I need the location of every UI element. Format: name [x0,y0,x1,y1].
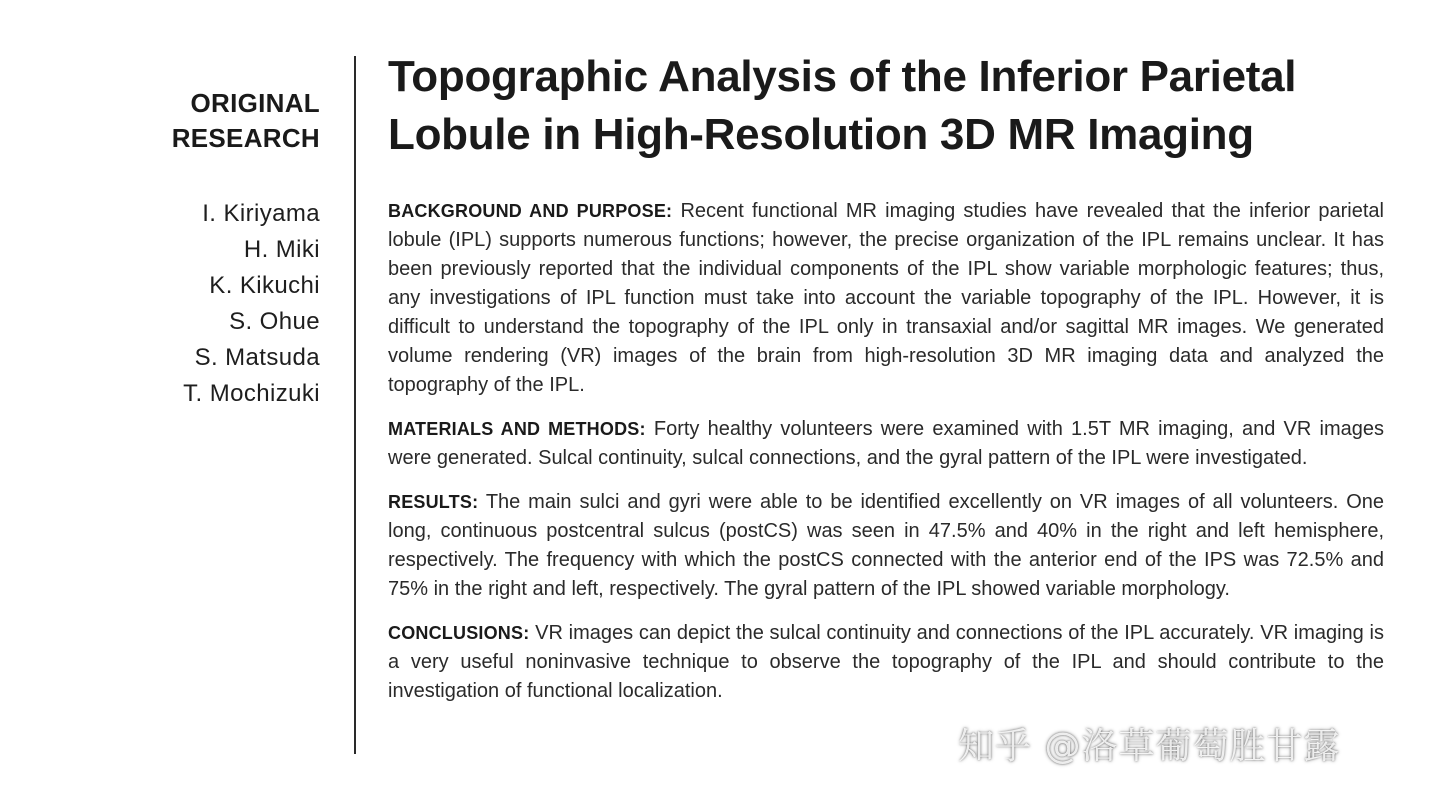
author-name: S. Ohue [229,308,320,335]
author-name: H. Miki [243,236,320,263]
section-heading: RESULTS: [388,492,479,512]
article-title [388,48,1384,164]
title-line: Topographic Analysis of the Inferior Parietal [388,52,1297,101]
watermark: 知乎 @洛草葡萄胜甘露 [958,726,1341,767]
author-list [0,196,320,412]
left-column [0,86,320,412]
section-heading: MATERIALS AND METHODS: [388,419,646,439]
section-heading: CONCLUSIONS: [388,623,530,643]
abstract-results [388,488,1384,604]
section-text: Forty healthy volunteers were examined with 1.5T MR imaging, and VR images were generated. Sulcal continuity, sulcal connections, and the gyral pattern of the IPL were investigated. [388,418,1384,469]
author-name: I. Kiriyama [202,200,320,227]
author-name: S. Matsuda [194,344,320,371]
abstract-background [388,197,1384,400]
category-line: ORIGINAL [190,88,320,118]
article-category [0,86,320,156]
abstract-conclusions [388,619,1384,706]
section-text: The main sulci and gyri were able to be identified excellently on VR images of all volunteers. One long, continuous postcentral sulcus (postCS) was seen in 47.5% and 40% in the right and left hemisphere, respectively. The frequency with which the postCS connected with the anterior end of the IPS was 72.5% and 75% in the right and left, respectively. The gyral pattern of the IPL showed variable morphology. [388,491,1384,600]
main-column [388,48,1384,721]
section-heading: BACKGROUND AND PURPOSE: [388,201,673,221]
abstract-methods [388,415,1384,473]
section-text: Recent functional MR imaging studies have revealed that the inferior parietal lobule (IPL) supports numerous functions; however, the precise organization of the IPL remains unclear. It has been previously reported that the individual components of the IPL show variable morphologic features; thus, any investigations of IPL function must take into account the variable topography of the IPL. However, it is difficult to understand the topography of the IPL only in transaxial and/or sagittal MR images. We generated volume rendering (VR) images of the brain from high-resolution 3D MR imaging data and analyzed the topography of the IPL. [388,200,1385,396]
section-text: VR images can depict the sulcal continuity and connections of the IPL accurately. VR imaging is a very useful noninvasive technique to observe the topography of the IPL and should contribute to the investigation of functional localization. [388,622,1384,702]
title-line: Lobule in High-Resolution 3D MR Imaging [388,110,1254,159]
author-name: T. Mochizuki [183,380,320,407]
category-line: RESEARCH [171,123,320,153]
column-divider [354,56,356,754]
author-name: K. Kikuchi [209,272,320,299]
